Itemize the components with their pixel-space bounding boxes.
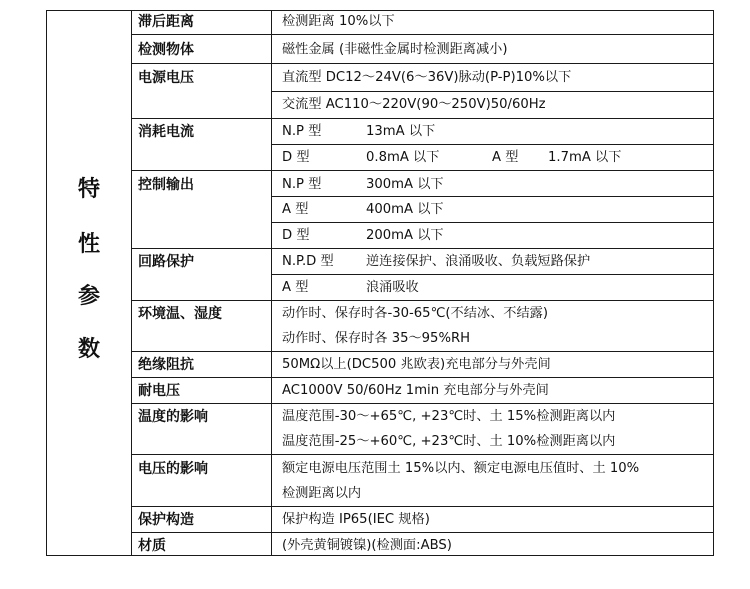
- protect-npd-value: 逆连接保护、浪涌吸收、负载短路保护: [366, 254, 591, 269]
- subrow-divider: [271, 196, 714, 197]
- output-np-type: N.P 型: [282, 177, 322, 192]
- row-divider: [131, 377, 714, 378]
- current-d-type: D 型: [282, 150, 310, 165]
- row-divider: [131, 63, 714, 64]
- label-withstand-voltage: 耐电压: [138, 383, 180, 399]
- output-d-type: D 型: [282, 228, 310, 243]
- row-divider: [131, 403, 714, 404]
- label-temperature-effect: 温度的影响: [138, 409, 208, 425]
- current-a-type: A 型: [492, 150, 519, 165]
- label-circuit-protection: 回路保护: [138, 254, 194, 270]
- label-detect-object: 检测物体: [138, 42, 194, 58]
- label-voltage-effect: 电压的影响: [138, 461, 208, 477]
- protect-a-value: 浪涌吸收: [366, 280, 419, 295]
- output-a-type: A 型: [282, 202, 309, 217]
- label-protection-structure: 保护构造: [138, 512, 194, 528]
- value-voltage-effect-2: 检测距离以内: [282, 486, 362, 501]
- label-lag-distance: 滞后距离: [138, 14, 194, 30]
- value-ambient-humidity: 动作时、保存时各 35～95%RH: [282, 331, 471, 346]
- value-protection-structure: 保护构造 IP65(IEC 规格): [282, 512, 430, 527]
- label-insulation: 绝缘阻抗: [138, 357, 194, 373]
- label-control-output: 控制输出: [138, 177, 194, 193]
- label-current-consumption: 消耗电流: [138, 124, 194, 140]
- side-title-char: 特: [77, 177, 100, 202]
- row-divider: [131, 300, 714, 301]
- value-lag-distance: 检测距离 10%以下: [282, 14, 395, 29]
- table-border-left: [46, 10, 47, 556]
- current-d-value: 0.8mA 以下: [366, 150, 440, 165]
- row-divider: [131, 454, 714, 455]
- value-material: (外壳黄铜镀镍)(检测面:ABS): [282, 538, 452, 553]
- row-divider: [131, 351, 714, 352]
- protect-a-type: A 型: [282, 280, 309, 295]
- value-dc-supply: 直流型 DC12～24V(6～36V)脉动(P-P)10%以下: [282, 70, 572, 85]
- spec-table: [46, 10, 714, 556]
- row-divider: [131, 170, 714, 171]
- label-ambient: 环境温、湿度: [138, 306, 222, 322]
- current-np-type: N.P 型: [282, 124, 322, 139]
- subrow-divider: [271, 91, 714, 92]
- row-divider: [131, 248, 714, 249]
- subrow-divider: [271, 222, 714, 223]
- side-title-char: 数: [77, 337, 100, 362]
- column-divider-1: [131, 10, 132, 556]
- row-divider: [131, 506, 714, 507]
- row-divider: [131, 118, 714, 119]
- value-ambient-temp: 动作时、保存时各-30-65℃(不结冰、不结露): [282, 306, 548, 321]
- value-voltage-effect-1: 额定电源电压范围土 15%以内、额定电源电压值时、土 10%: [282, 461, 640, 476]
- current-np-value: 13mA 以下: [366, 124, 436, 139]
- output-np-value: 300mA 以下: [366, 177, 444, 192]
- current-a-value: 1.7mA 以下: [548, 150, 622, 165]
- value-temperature-effect-2: 温度范围-25～+60℃, +23℃时、土 10%检测距离以内: [282, 434, 616, 449]
- side-title-char: 性: [77, 232, 100, 257]
- row-divider: [131, 532, 714, 533]
- table-border-top: [46, 10, 714, 11]
- label-material: 材质: [138, 538, 166, 554]
- subrow-divider: [271, 274, 714, 275]
- value-insulation: 50MΩ以上(DC500 兆欧表)充电部分与外壳间: [282, 357, 551, 372]
- value-detect-object: 磁性金属 (非磁性金属时检测距离减小): [282, 42, 508, 57]
- value-ac-supply: 交流型 AC110～220V(90～250V)50/60Hz: [282, 97, 546, 112]
- row-divider: [131, 34, 714, 35]
- value-withstand-voltage: AC1000V 50/60Hz 1min 充电部分与外壳间: [282, 383, 549, 398]
- table-border-bottom: [46, 555, 714, 556]
- output-d-value: 200mA 以下: [366, 228, 444, 243]
- side-title-char: 参: [77, 284, 100, 309]
- protect-npd-type: N.P.D 型: [282, 254, 334, 269]
- label-supply-voltage: 电源电压: [138, 70, 194, 86]
- subrow-divider: [271, 144, 714, 145]
- value-temperature-effect-1: 温度范围-30～+65℃, +23℃时、土 15%检测距离以内: [282, 409, 616, 424]
- output-a-value: 400mA 以下: [366, 202, 444, 217]
